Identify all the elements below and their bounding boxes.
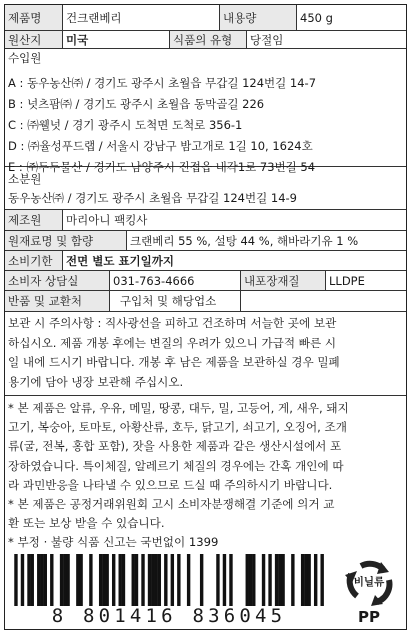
barcode-bar xyxy=(291,554,294,606)
seller-section xyxy=(5,167,406,210)
barcode-bar xyxy=(135,554,138,606)
barcode-bar xyxy=(223,554,226,606)
origin-row xyxy=(5,31,406,49)
barcode-bars xyxy=(11,554,327,606)
barcode-bar xyxy=(262,554,265,606)
barcode-bar xyxy=(320,554,323,606)
barcode-bar xyxy=(275,554,278,606)
seller-line: 동우농산㈜ / 경기도 광주시 초월읍 무갑길 124번길 14-9 xyxy=(8,191,297,205)
barcode-bar xyxy=(164,554,167,606)
packaging-label: 내포장재질 xyxy=(240,271,325,290)
notice-line-7: 환 또는 보상 받을 수 있습니다. xyxy=(8,516,165,531)
importer-line-c: C : ㈜웰넛 / 경기 광주시 도척면 도척로 356-1 xyxy=(8,118,243,132)
importer-section xyxy=(5,49,406,174)
notice-line-3: 류(굴, 전복, 홍합 포함), 잣을 사용한 제품과 같은 생산시설에서 포 xyxy=(8,439,342,454)
notice-line-2: 고기, 복숭아, 토마토, 아황산류, 호두, 닭고기, 쇠고기, 오징어, 조개 xyxy=(8,420,347,435)
origin-value: 미국 xyxy=(62,31,169,48)
barcode-bar xyxy=(21,554,24,606)
barcode-bar xyxy=(89,554,92,606)
barcode-bar xyxy=(14,554,17,606)
notice-line-5: 라 과민반응을 나타낼 수 있으므로 드실 때 주의하시기 바랍니다. xyxy=(8,477,333,492)
barcode-bar xyxy=(314,554,317,606)
manufacturer-row xyxy=(5,210,406,231)
consumer-center-label: 소비자 상담실 xyxy=(5,271,109,290)
barcode-bar xyxy=(31,554,34,606)
recycle-code: PP xyxy=(358,608,380,626)
barcode-bar xyxy=(154,554,157,606)
barcode-bar xyxy=(278,554,281,606)
barcode-bar xyxy=(79,554,82,606)
barcode-bar xyxy=(122,554,125,606)
barcode-bar xyxy=(307,554,310,606)
seller-heading: 소분원 xyxy=(8,172,42,186)
barcode-bar xyxy=(301,554,304,606)
barcode-bar xyxy=(27,554,30,606)
ingredients-value: 크랜베리 55 %, 설탕 44 %, 해바라기유 1 % xyxy=(126,231,406,250)
volume-value: 450 g xyxy=(296,5,406,30)
barcode-bar xyxy=(141,554,144,606)
barcode-bar xyxy=(112,554,115,606)
barcode-bar xyxy=(177,554,180,606)
barcode-digits: 8 801416 836045 xyxy=(51,605,287,627)
returns-empty-cell xyxy=(240,291,406,311)
barcode-bar xyxy=(119,554,122,606)
storage-line-3: 일 내에 드시기 바랍니다. 개봉 후 남은 제품을 보관하실 경우 밀폐 xyxy=(8,355,340,369)
barcode-bar xyxy=(132,554,135,606)
food-type-value: 당절임 xyxy=(246,31,406,48)
ingredients-row xyxy=(5,231,406,251)
barcode-bar xyxy=(304,554,307,606)
importer-line-b: B : 넛츠팜㈜ / 경기도 광주시 초월읍 동막골길 226 xyxy=(8,97,265,111)
importer-line-a: A : 동우농산㈜ / 경기도 광주시 초월읍 무갑길 124번길 14-7 xyxy=(8,76,317,90)
manufacturer-value: 마리아니 팩킹사 xyxy=(62,210,406,230)
returns-label: 반품 및 교환처 xyxy=(5,291,109,311)
returns-value: 구입처 및 해당업소 xyxy=(109,291,240,311)
barcode-bar xyxy=(158,554,161,606)
notice-line-4: 장하였습니다. 특이체질, 알레르기 체질의 경우에는 간혹 개인에 따 xyxy=(8,458,344,473)
product-name-label: 제품명 xyxy=(5,5,62,30)
barcode-bar xyxy=(252,554,255,606)
manufacturer-label: 제조원 xyxy=(5,210,62,230)
barcode-bar xyxy=(63,554,66,606)
barcode-bar xyxy=(281,554,284,606)
barcode-bar xyxy=(148,554,151,606)
barcode-bar xyxy=(171,554,174,606)
returns-row xyxy=(5,291,406,312)
barcode-bar xyxy=(105,554,108,606)
volume-label: 내용량 xyxy=(219,5,296,30)
expiry-value: 전면 별도 표기일까지 xyxy=(62,251,406,270)
origin-label: 원산지 xyxy=(5,31,62,48)
storage-section xyxy=(5,312,406,396)
barcode-bar xyxy=(66,554,69,606)
barcode-bar xyxy=(229,554,232,606)
nutrition-label xyxy=(4,4,407,630)
consumer-row xyxy=(5,271,406,291)
barcode-bar xyxy=(37,554,40,606)
barcode-bar xyxy=(216,554,219,606)
storage-line-2: 하십시오. 제품 개봉 후에는 변질의 우려가 있으니 가급적 빠른 시 xyxy=(8,335,337,350)
recycle-material: 비닐류 xyxy=(353,576,385,588)
barcode-bar xyxy=(102,554,105,606)
notice-section xyxy=(5,396,406,629)
ingredients-label: 원재료명 및 함량 xyxy=(5,231,126,250)
notice-line-6: * 본 제품은 공정거래위원회 고시 소비자분쟁해결 기준에 의거 교 xyxy=(8,497,335,512)
barcode-bar xyxy=(40,554,43,606)
food-type-label: 식품의 유형 xyxy=(169,31,246,48)
barcode xyxy=(11,554,327,626)
barcode-bar xyxy=(187,554,190,606)
recycle-mark xyxy=(337,556,401,630)
barcode-bar xyxy=(268,554,271,606)
expiry-row xyxy=(5,251,406,271)
barcode-bar xyxy=(44,554,47,606)
importer-heading: 수입원 xyxy=(8,51,42,65)
product-name-value: 건크랜베리 xyxy=(62,5,219,30)
importer-line-d: D : ㈜율성푸드랩 / 서울시 강남구 밤고개로 1길 10, 1624호 xyxy=(8,139,313,153)
barcode-bar xyxy=(246,554,249,606)
barcode-bar xyxy=(200,554,203,606)
importer-line-e: E : ㈜두두물산 / 경기도 남양주시 진접읍 내각1로 73번길 54 xyxy=(8,160,316,174)
packaging-value: LLDPE xyxy=(325,271,406,290)
barcode-bar xyxy=(50,554,53,606)
notice-line-1: * 본 제품은 알류, 우유, 메밀, 땅콩, 대두, 밀, 고등어, 게, 새우, 돼지 xyxy=(8,401,349,415)
storage-line-1: 보관 시 주의사항 : 직사광선을 피하고 건조하며 서늘한 곳에 보관 xyxy=(8,316,337,330)
barcode-bar xyxy=(76,554,79,606)
barcode-bar xyxy=(151,554,154,606)
barcode-bar xyxy=(99,554,102,606)
product-name-row xyxy=(5,5,406,31)
notice-line-8: * 부정 · 불량 식품 신고는 국번없이 1399 xyxy=(8,535,219,550)
storage-line-4: 용기에 담아 냉장 보관해 주십시오. xyxy=(8,374,184,389)
barcode-bar xyxy=(60,554,63,606)
barcode-bar xyxy=(249,554,252,606)
consumer-phone: 031-763-4666 xyxy=(109,271,240,290)
expiry-label: 소비기한 xyxy=(5,251,62,270)
